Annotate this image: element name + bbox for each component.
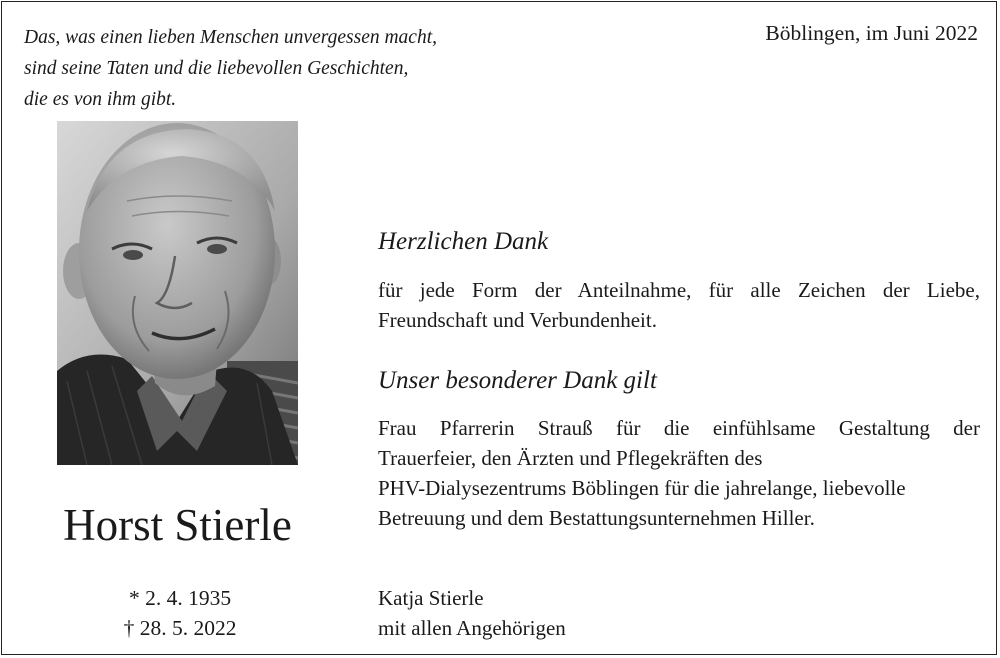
signature-line: mit allen Angehörigen: [378, 616, 566, 640]
life-dates: [80, 583, 280, 643]
text-line: Freundschaft und Verbundenheit.: [378, 308, 657, 332]
quote-line: Das, was einen lieben Menschen unvergessen macht,: [24, 27, 438, 48]
text-line: Betreuung und dem Bestattungsunternehmen Hiller.: [378, 506, 815, 530]
signature: [378, 583, 566, 643]
quote-line: sind seine Taten und die liebevollen Geschichten,: [24, 58, 409, 79]
text-line: PHV-Dialysezentrums Böblingen für die jahrelange, liebevolle: [378, 476, 906, 500]
place-and-date: Böblingen, im Juni 2022: [765, 21, 978, 45]
text-line: Frau Pfarrerin Strauß für die einfühlsame Gestaltung der: [378, 416, 980, 440]
birth-date: * 2. 4. 1935: [128, 586, 232, 610]
text-line: Trauerfeier, den Ärzten und Pflegekräften des: [378, 446, 763, 470]
memorial-quote: [24, 22, 494, 115]
special-thanks-text: [378, 413, 980, 533]
signature-line: Katja Stierle: [378, 586, 484, 610]
deceased-name: Horst Stierle: [63, 500, 292, 550]
special-thanks-heading: Unser besonderer Dank gilt: [378, 367, 657, 394]
quote-line: die es von ihm gibt.: [24, 89, 177, 110]
death-date: † 28. 5. 2022: [123, 616, 237, 640]
portrait-photo: [57, 121, 298, 465]
text-line: für jede Form der Anteilnahme, für alle Zeichen der Liebe,: [378, 278, 980, 302]
thanks-text: [378, 275, 980, 335]
thanks-heading: Herzlichen Dank: [378, 228, 549, 255]
